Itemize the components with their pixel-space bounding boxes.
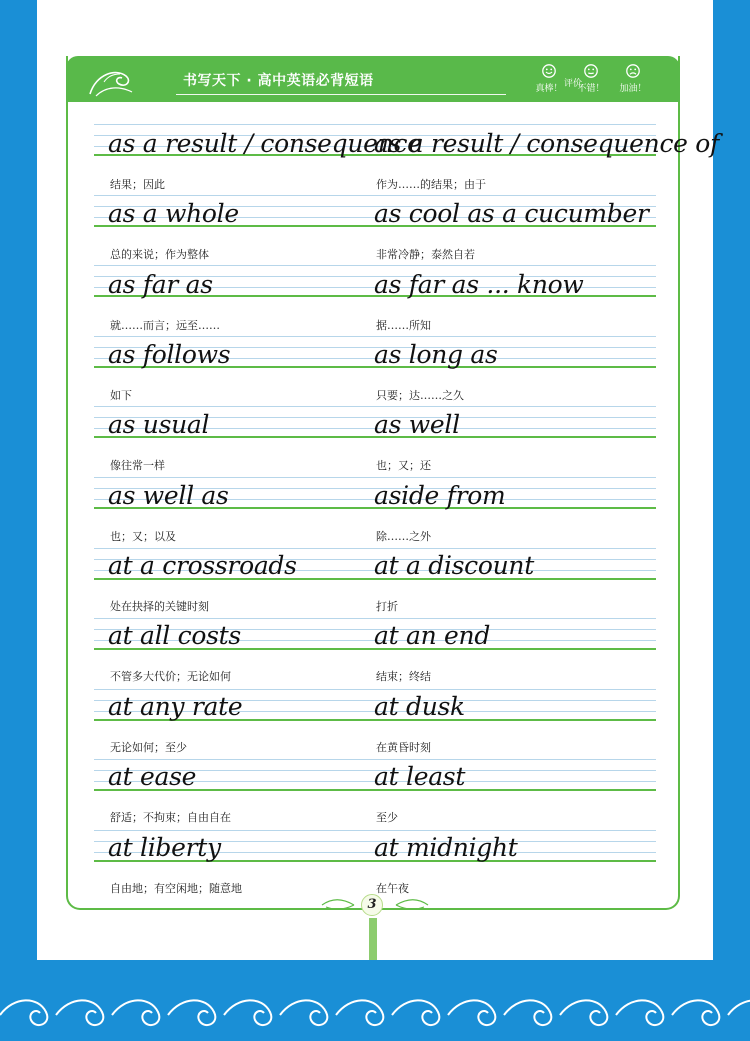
swirl-segment bbox=[504, 1000, 551, 1025]
phrase-right-6: aside from bbox=[374, 481, 506, 510]
flourish-icon bbox=[86, 64, 136, 98]
happy-face-icon bbox=[542, 64, 556, 78]
phrase-left-3: as far as bbox=[108, 270, 213, 299]
phrase-right-8: at an end bbox=[374, 621, 491, 650]
swirl-segment bbox=[56, 1000, 103, 1025]
rating-great-label: 真棒！ bbox=[535, 84, 563, 94]
rating-great bbox=[529, 64, 569, 94]
meaning-left-5: 像往常一样 bbox=[110, 459, 165, 472]
phrase-left-7: at a crossroads bbox=[108, 551, 297, 580]
meaning-left-8: 不管多大代价；无论如何 bbox=[110, 670, 231, 683]
meaning-left-7: 处在抉择的关键时刻 bbox=[110, 600, 209, 613]
phrase-left-5: as usual bbox=[108, 410, 210, 439]
meaning-right-8: 结束；终结 bbox=[376, 670, 431, 683]
phrase-left-6: as well as bbox=[108, 481, 229, 510]
rating-good-label: 不错！ bbox=[577, 84, 605, 94]
ruling-line bbox=[94, 830, 656, 831]
meaning-right-1: 作为……的结果；由于 bbox=[376, 178, 486, 191]
phrase-right-2: as cool as a cucumber bbox=[374, 199, 649, 228]
swirl-segment bbox=[560, 1000, 607, 1025]
meaning-right-6: 除……之外 bbox=[376, 530, 431, 543]
phrase-right-9: at dusk bbox=[374, 692, 465, 721]
sad-face-icon bbox=[626, 64, 640, 78]
ruling-line bbox=[94, 759, 656, 760]
page-number: 3 bbox=[361, 894, 383, 916]
phrase-right-7: at a discount bbox=[374, 551, 534, 580]
phrase-left-1: as a result / consequence bbox=[108, 129, 422, 158]
phrase-left-9: at any rate bbox=[108, 692, 243, 721]
ruling-line bbox=[94, 477, 656, 478]
meaning-right-10: 至少 bbox=[376, 811, 398, 824]
swirl-segment bbox=[0, 1000, 47, 1025]
decorative-swirl-border-icon bbox=[0, 990, 750, 1040]
phrase-right-3: as far as ... know bbox=[374, 270, 584, 299]
meaning-left-9: 无论如何；至少 bbox=[110, 741, 187, 754]
swirl-segment bbox=[280, 1000, 327, 1025]
rating-good bbox=[571, 64, 611, 94]
swirl-segment bbox=[168, 1000, 215, 1025]
phrase-left-2: as a whole bbox=[108, 199, 239, 228]
neutral-face-icon bbox=[584, 64, 598, 78]
page-header bbox=[66, 56, 680, 102]
ruling-line bbox=[94, 195, 656, 196]
meaning-right-4: 只要；达……之久 bbox=[376, 389, 464, 402]
swirl-segment bbox=[112, 1000, 159, 1025]
meaning-right-7: 打折 bbox=[376, 600, 398, 613]
ruling-line bbox=[94, 689, 656, 690]
swirl-segment bbox=[728, 1000, 750, 1025]
ruling-line bbox=[94, 548, 656, 549]
phrase-right-5: as well bbox=[374, 410, 460, 439]
rating-label: 评价 bbox=[564, 79, 583, 89]
rating-try bbox=[613, 64, 653, 94]
meaning-left-10: 舒适；不拘束；自由自在 bbox=[110, 811, 231, 824]
meaning-right-9: 在黄昏时刻 bbox=[376, 741, 431, 754]
meaning-right-11: 在午夜 bbox=[376, 882, 409, 895]
phrase-left-4: as follows bbox=[108, 340, 231, 369]
phrase-right-4: as long as bbox=[374, 340, 498, 369]
phrase-left-8: at all costs bbox=[108, 621, 241, 650]
meaning-left-4: 如下 bbox=[110, 389, 132, 402]
ruling-line bbox=[94, 618, 656, 619]
page-bookmark-stem bbox=[369, 918, 377, 960]
swirl-segment bbox=[616, 1000, 663, 1025]
phrase-right-10: at least bbox=[374, 762, 466, 791]
header-divider bbox=[176, 94, 506, 95]
phrase-left-11: at liberty bbox=[108, 833, 221, 862]
ruling-line bbox=[94, 265, 656, 266]
swirl-segment bbox=[336, 1000, 383, 1025]
page-title: 书写天下 · 高中英语必背短语 bbox=[183, 73, 374, 89]
meaning-right-3: 据……所知 bbox=[376, 319, 431, 332]
swirl-segment bbox=[672, 1000, 719, 1025]
meaning-left-1: 结果；因此 bbox=[110, 178, 165, 191]
phrase-right-11: at midnight bbox=[374, 833, 518, 862]
swirl-segment bbox=[392, 1000, 439, 1025]
meaning-left-11: 自由地；有空闲地；随意地 bbox=[110, 882, 242, 895]
meaning-left-3: 就……而言；远至…… bbox=[110, 319, 220, 332]
meaning-right-2: 非常冷静；泰然自若 bbox=[376, 248, 475, 261]
rating-try-label: 加油！ bbox=[619, 84, 647, 94]
meaning-right-5: 也；又；还 bbox=[376, 459, 431, 472]
meaning-left-6: 也；又；以及 bbox=[110, 530, 176, 543]
phrase-right-1: as a result / consequence of bbox=[374, 129, 719, 158]
swirl-segment bbox=[224, 1000, 271, 1025]
phrase-left-10: at ease bbox=[108, 762, 197, 791]
ruling-line bbox=[94, 406, 656, 407]
swirl-segment bbox=[448, 1000, 495, 1025]
meaning-left-2: 总的来说；作为整体 bbox=[110, 248, 209, 261]
ruling-line bbox=[94, 124, 656, 125]
ruling-line bbox=[94, 336, 656, 337]
